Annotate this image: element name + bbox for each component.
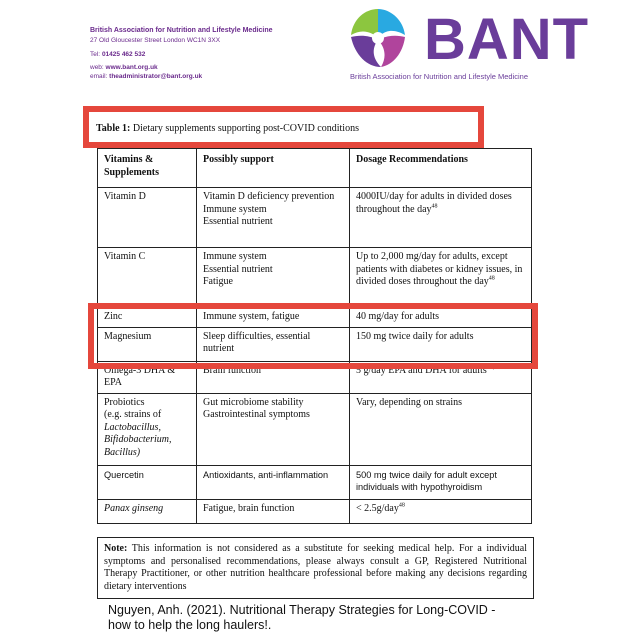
- table-caption: Table 1: Dietary supplements supporting post-COVID conditions: [96, 123, 359, 134]
- row-support: Brain function: [197, 361, 350, 393]
- header-dosage: Dosage Recommendations: [350, 149, 532, 188]
- email-link[interactable]: theadministrator@bant.org.uk: [109, 73, 203, 80]
- org-address: 27 Old Gloucester Street London WC1N 3XX: [90, 36, 221, 44]
- bant-logo-icon: [345, 5, 411, 71]
- bant-logo-text: BANT: [424, 7, 590, 72]
- row-support: Antioxidants, anti-inflammation: [197, 465, 350, 499]
- row-name: Omega-3 DHA & EPA: [98, 361, 197, 393]
- citation: Nguyen, Anh. (2021). Nutritional Therapy Strategies for Long-COVID - how to help the long haulers!.: [108, 603, 496, 632]
- row-dosage: < 2.5g/day$^{48}$: [350, 499, 532, 523]
- header-supplement: Vitamins & Supplements: [98, 149, 197, 188]
- row-name: Panax ginseng: [98, 499, 197, 523]
- bant-logo-subtitle: British Association for Nutrition and Lifestyle Medicine: [350, 72, 529, 81]
- disclaimer-note: Note: This information is not considered as a substitute for seeking medical help. For a individual symptoms and personalised recommendations, please always consult a GP, Registered Nutritional Therapy Practitioner, or other nutrition healthcare professional before making any decisions regarding dietary interventions: [97, 537, 534, 599]
- table-row: [98, 499, 532, 523]
- row-dosage: 5 g/day EPA and DHA for adults$^{49,50}$: [350, 361, 532, 393]
- row-dosage: 150 mg twice daily for adults: [350, 327, 532, 361]
- row-support: Gut microbiome stability Gastrointestinal symptoms: [197, 393, 350, 465]
- org-email: email: theadministrator@bant.org.uk: [90, 73, 203, 80]
- row-support: Vitamin D deficiency prevention Immune system Essential nutrient: [197, 188, 350, 248]
- row-support: Immune system, fatigue: [197, 308, 350, 328]
- row-support: Sleep difficulties, essential nutrient: [197, 327, 350, 361]
- row-dosage: 4000IU/day for adults in divided doses throughout the day$^{48}$: [350, 188, 532, 248]
- table-row: [98, 188, 532, 248]
- row-name: Vitamin C: [98, 248, 197, 308]
- row-name: Magnesium: [98, 327, 197, 361]
- org-contact-block: [90, 26, 273, 82]
- org-web: web: www.bant.org.uk: [90, 63, 158, 71]
- zinc-magnesium-highlight-box: [88, 303, 538, 369]
- table-row: [98, 393, 532, 465]
- row-name: Probiotics (e.g. strains of Lactobacillus, Bifidobacterium, Bacillus): [98, 393, 197, 465]
- table-header-row: [98, 149, 532, 188]
- row-name: Vitamin D: [98, 188, 197, 248]
- row-support: Immune system Essential nutrient Fatigue: [197, 248, 350, 308]
- table-row: [98, 248, 532, 308]
- row-name: Zinc: [98, 308, 197, 328]
- table-row: [98, 465, 532, 499]
- header-support: Possibly support: [197, 149, 350, 188]
- row-support: Fatigue, brain function: [197, 499, 350, 523]
- caption-highlight-box: [83, 106, 484, 148]
- org-tel: Tel: 01425 462 532: [90, 51, 146, 58]
- row-dosage: Up to 2,000 mg/day for adults, except patients with diabetes or kidney issues, in divided doses throughout the day$^{48}$: [350, 248, 532, 308]
- web-link[interactable]: www.bant.org.uk: [105, 63, 158, 71]
- row-dosage: Vary, depending on strains: [350, 393, 532, 465]
- row-dosage: 500 mg twice daily for adult except individuals with hypothyroidism: [350, 465, 532, 499]
- row-name: Quercetin: [98, 465, 197, 499]
- org-name: British Association for Nutrition and Lifestyle Medicine: [90, 27, 273, 34]
- row-dosage: 40 mg/day for adults: [350, 308, 532, 328]
